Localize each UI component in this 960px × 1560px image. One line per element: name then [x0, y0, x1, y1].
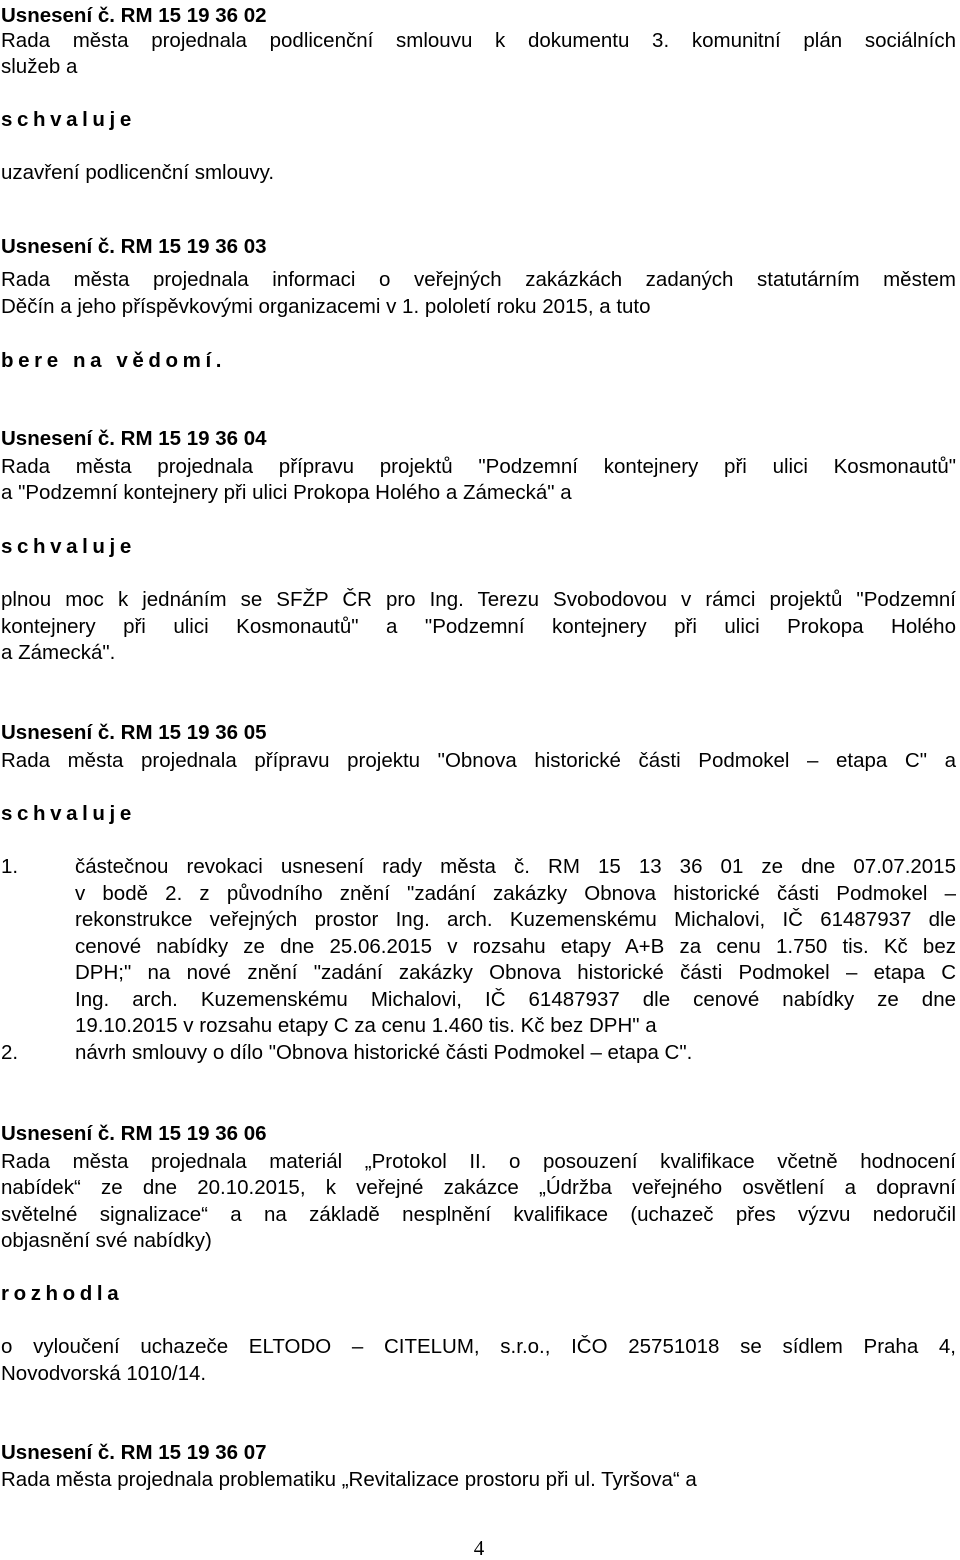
resolution-intro-line: Rada města projednala přípravu projektů "Podzemní kontejnery při ulici Kosmonautů"	[1, 455, 956, 478]
resolution-verdict: bere na vědomí.	[1, 349, 227, 372]
item-line: částečnou revokaci usnesení rady města č. RM 15 13 36 01 ze dne 07.07.2015	[75, 855, 956, 878]
resolution-body-line: kontejnery při ulici Kosmonautů" a "Podzemní kontejnery při ulici Prokopa Holého	[1, 615, 956, 638]
resolution-intro-line: Rada města projednala materiál „Protokol II. o posouzení kvalifikace včetně hodnocení	[1, 1150, 956, 1173]
resolution-body-line: o vyloučení uchazeče ELTODO – CITELUM, s.r.o., IČO 25751018 se sídlem Praha 4,	[1, 1335, 956, 1358]
resolution-intro-line: Rada města projednala podlicenční smlouvu k dokumentu 3. komunitní plán sociálních	[1, 29, 956, 52]
resolution-heading: Usnesení č. RM 15 19 36 06	[1, 1122, 267, 1145]
resolution-verdict: schvaluje	[1, 535, 136, 558]
resolution-body-line: uzavření podlicenční smlouvy.	[1, 161, 275, 184]
resolution-body-line: Novodvorská 1010/14.	[1, 1362, 207, 1385]
resolution-heading: Usnesení č. RM 15 19 36 07	[1, 1441, 267, 1464]
item-line: návrh smlouvy o dílo "Obnova historické části Podmokel – etapa C".	[75, 1041, 693, 1064]
resolution-intro-line: objasnění své nabídky)	[1, 1229, 212, 1252]
resolution-intro-line: služeb a	[1, 55, 78, 78]
resolution-verdict: rozhodla	[1, 1282, 124, 1305]
item-line: rekonstrukce veřejných prostor Ing. arch. Kuzemenskému Michalovi, IČ 61487937 dle	[75, 908, 956, 931]
resolution-heading: Usnesení č. RM 15 19 36 04	[1, 427, 267, 450]
resolution-intro-line: světelné signalizace“ a na základě nesplnění kvalifikace (uchazeč přes výzvu nedoručil	[1, 1203, 956, 1226]
resolution-verdict: schvaluje	[1, 802, 136, 825]
resolution-intro-line: nabídek“ ze dne 20.10.2015, k veřejné zakázce „Údržba veřejného osvětlení a dopravní	[1, 1176, 956, 1199]
resolution-body-line: plnou moc k jednáním se SFŽP ČR pro Ing. Terezu Svobodovou v rámci projektů "Podzemní	[1, 588, 956, 611]
resolution-intro-line: a "Podzemní kontejnery při ulici Prokopa Holého a Zámecká" a	[1, 481, 572, 504]
item-line: Ing. arch. Kuzemenskému Michalovi, IČ 61487937 dle cenové nabídky ze dne	[75, 988, 956, 1011]
item-line: cenové nabídky ze dne 25.06.2015 v rozsahu etapy A+B za cenu 1.750 tis. Kč bez	[75, 935, 956, 958]
page-number: 4	[473, 1536, 485, 1560]
resolution-intro-line: Rada města projednala přípravu projektu "Obnova historické části Podmokel – etapa C" a	[1, 749, 956, 772]
item-line: v bodě 2. z původního znění "zadání zakázky Obnova historické části Podmokel –	[75, 882, 956, 905]
resolution-verdict: schvaluje	[1, 108, 136, 131]
item-number: 2.	[1, 1041, 19, 1064]
resolution-body-line: a Zámecká".	[1, 641, 116, 664]
item-line: DPH;" na nové znění "zadání zakázky Obnova historické části Podmokel – etapa C	[75, 961, 956, 984]
resolution-heading: Usnesení č. RM 15 19 36 05	[1, 721, 267, 744]
resolution-heading: Usnesení č. RM 15 19 36 03	[1, 235, 267, 258]
resolution-intro-line: Rada města projednala problematiku „Revitalizace prostoru při ul. Tyršova“ a	[1, 1468, 697, 1491]
resolution-intro-line: Rada města projednala informaci o veřejných zakázkách zadaných statutárním městem	[1, 268, 956, 291]
item-line: 19.10.2015 v rozsahu etapy C za cenu 1.460 tis. Kč bez DPH" a	[75, 1014, 657, 1037]
resolution-intro-line: Děčín a jeho příspěvkovými organizacemi v 1. pololetí roku 2015, a tuto	[1, 295, 651, 318]
item-number: 1.	[1, 855, 19, 878]
resolution-heading: Usnesení č. RM 15 19 36 02	[1, 4, 267, 27]
